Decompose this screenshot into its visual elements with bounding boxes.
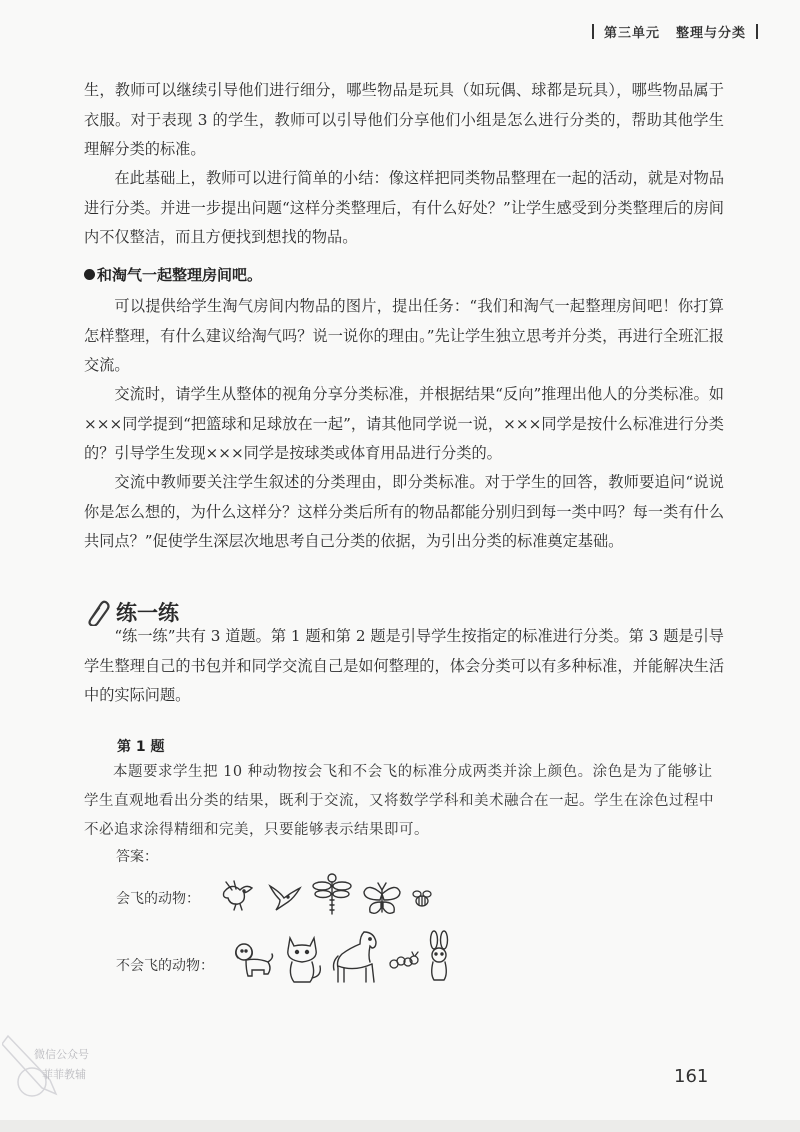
watermark	[2, 1030, 122, 1100]
paragraph-1: 生，教师可以继续引导他们进行细分，哪些物品是玩具（如玩偶、球都是玩具），哪些物品属于衣服。对于表现 3 的学生，教师可以引导他们分享他们小组是怎么进行分类的，帮助其他学生理解分类的标准。	[84, 81, 724, 158]
nonflying-animals-label: 不会飞的动物：	[116, 958, 214, 974]
paragraph-4: 交流时，请学生从整体的视角分享分类标准，并根据结果“反向”推理出他人的分类标准。如×××同学提到“把篮球和足球放在一起”，请其他同学说一说，×××同学是按什么标准进行分类的？引导学生发现×××同学是按球类或体育用品进行分类的。	[84, 385, 724, 462]
caterpillar-icon	[388, 950, 420, 972]
header-topic: 整理与分类	[675, 26, 746, 41]
answer-label: 答案：	[116, 849, 158, 865]
paragraph-3: 可以提供给学生淘气房间内物品的图片，提出任务：“我们和淘气一起整理房间吧！你打算怎样整理，有什么建议给淘气吗？说一说你的理由。”先让学生独立思考并分类，再进行全班汇报交流。	[84, 297, 724, 374]
paragraph-2: 在此基础上，教师可以进行简单的小结：像这样把同类物品整理在一起的活动，就是对物品进行分类。并进一步提出问题“这样分类整理后，有什么好处？”让学生感受到分类整理后的房间内不仅整洁，而且方便找到想找的物品。	[84, 169, 724, 246]
bullet-heading-text: 和淘气一起整理房间吧。	[97, 266, 263, 284]
watermark-line2: 菲菲教辅	[42, 1068, 86, 1081]
header-bar-right	[756, 24, 758, 39]
dog-icon	[232, 940, 276, 980]
bullet-dot	[84, 269, 95, 280]
flying-animals-label: 会飞的动物：	[116, 891, 200, 907]
cat-icon	[280, 934, 326, 986]
watermark-pen-icon	[2, 1030, 62, 1098]
bee-icon	[410, 886, 434, 910]
bullet-heading	[84, 264, 262, 285]
header-unit: 第三单元	[603, 26, 660, 41]
running-header	[592, 22, 758, 41]
watermark-line1: 微信公众号	[34, 1048, 89, 1061]
paragraph-7: 本题要求学生把 10 种动物按会飞和不会飞的标准分成两类并涂上颜色。涂色是为了能够让学生直观地看出分类的结果，既利于交流，又将数学学科和美术融合在一起。学生在涂色过程中不必追求涂得精细和完美，只要能够表示结果即可。	[84, 764, 714, 838]
bird-icon	[218, 878, 258, 914]
horse-icon	[330, 928, 386, 988]
section-title-text: 练一练	[116, 601, 179, 625]
dragonfly-icon	[312, 870, 352, 918]
bottom-strip	[0, 1120, 800, 1132]
page-number: 161	[674, 1066, 709, 1087]
question-1-heading: 第 1 题	[117, 739, 165, 755]
butterfly-icon	[360, 880, 404, 918]
paragraph-5: 交流中教师要关注学生叙述的分类理由，即分类标准。对于学生的回答，教师要追问“说说你是怎么想的，为什么这样分？这样分类后所有的物品都能分别归到每一类中吗？每一类有什么共同点？”促使学生深层次地思考自己分类的依据，为引出分类的标准奠定基础。	[84, 473, 724, 550]
paragraph-6: “练一练”共有 3 道题。第 1 题和第 2 题是引导学生按指定的标准进行分类。第 3 题是引导学生整理自己的书包并和同学交流自己是如何整理的，体会分类可以有多种标准，并能解决生活中的实际问题。	[84, 627, 724, 704]
swallow-icon	[266, 880, 304, 914]
rabbit-icon	[424, 930, 454, 982]
header-bar-left	[592, 24, 594, 39]
